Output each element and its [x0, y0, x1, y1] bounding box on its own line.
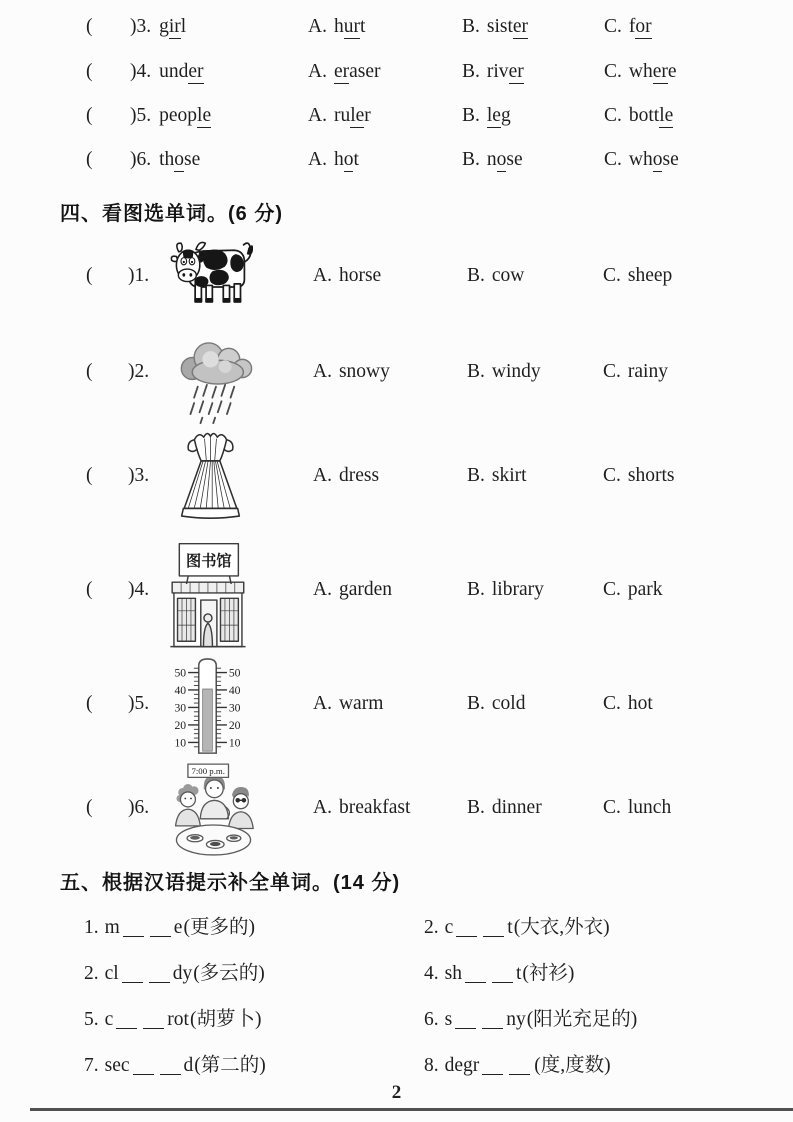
blank-field[interactable] [456, 921, 477, 937]
option-word: warm [338, 693, 384, 714]
svg-text:30: 30 [174, 701, 187, 715]
word-pre: cl [104, 963, 119, 984]
chinese-hint: (更多的) [183, 917, 255, 938]
word-post: d [183, 1055, 194, 1076]
option-word: rainy [627, 361, 668, 382]
answer-paren[interactable]: ( [86, 579, 93, 600]
option-label: C. [603, 693, 621, 714]
word-post: se [662, 149, 679, 170]
option-label: A. [308, 149, 327, 170]
blank-field[interactable] [150, 921, 171, 937]
thermometer-image [167, 656, 248, 757]
word-pre: n [486, 149, 497, 170]
word-underlined: ir [168, 16, 181, 37]
question-number: )5. [130, 105, 152, 126]
dinner-scene-image [165, 762, 262, 858]
fill-item [424, 1003, 637, 1031]
item-number: 4. [424, 963, 439, 984]
dinner-time-label: 7:00 p.m. [191, 765, 225, 776]
word-underlined: o [652, 149, 663, 170]
word-pre: m [104, 917, 120, 938]
option-word: snowy [338, 361, 390, 382]
picture-row [0, 797, 793, 823]
fill-item [424, 911, 610, 939]
fill-item [84, 911, 255, 939]
option-word: library [491, 579, 544, 600]
word-pre: degr [444, 1055, 480, 1076]
item-number: 5. [84, 1009, 99, 1030]
option-b[interactable] [462, 61, 524, 83]
option-c[interactable] [603, 797, 671, 819]
option-b[interactable] [467, 265, 524, 287]
word-post: t [359, 16, 366, 37]
word-pre: g [159, 16, 169, 37]
word-pre: s [444, 1009, 453, 1030]
word-underlined: ur [343, 16, 360, 37]
option-label: C. [604, 16, 622, 37]
blank-field[interactable] [116, 1013, 137, 1029]
answer-paren[interactable]: ( [86, 265, 93, 286]
answer-paren[interactable]: ( [86, 693, 93, 714]
word-pre: sec [104, 1055, 130, 1076]
option-label: A. [308, 105, 327, 126]
option-label: A. [313, 579, 332, 600]
svg-text:10: 10 [228, 736, 241, 750]
word-pre: c [444, 917, 454, 938]
option-word: dinner [491, 797, 542, 818]
blank-field[interactable] [492, 967, 513, 983]
blank-field[interactable] [483, 921, 504, 937]
option-c[interactable] [603, 361, 668, 383]
matching-row [0, 16, 793, 42]
fill-item [84, 1003, 261, 1031]
fill-item [424, 957, 574, 985]
word-pre: c [104, 1009, 114, 1030]
option-b[interactable] [462, 16, 528, 38]
option-word: dress [338, 465, 380, 486]
picture-row [0, 361, 793, 387]
word-post: t [507, 917, 513, 938]
svg-text:20: 20 [228, 718, 241, 732]
option-label: B. [467, 693, 485, 714]
word-post: rot [167, 1009, 189, 1030]
answer-paren[interactable]: ( [86, 465, 93, 486]
question [130, 16, 186, 38]
svg-text:40: 40 [228, 683, 241, 697]
word-pre: sist [486, 16, 513, 37]
option-label: B. [467, 797, 485, 818]
word-underlined: le [486, 105, 501, 126]
chinese-hint: (多云的) [193, 963, 265, 984]
option-word: garden [338, 579, 393, 600]
svg-text:30: 30 [228, 701, 241, 715]
option-a[interactable] [313, 797, 410, 819]
option-c[interactable] [604, 105, 673, 127]
option-a[interactable] [313, 361, 390, 383]
word-underlined: o [343, 149, 354, 170]
picture-row [0, 265, 793, 291]
item-number: 1. [84, 917, 99, 938]
option-label: A. [313, 465, 332, 486]
option-a[interactable] [313, 265, 381, 287]
item-number: 6. [424, 1009, 439, 1030]
blank-field[interactable] [509, 1059, 530, 1075]
blank-field[interactable] [122, 967, 143, 983]
svg-text:50: 50 [174, 666, 187, 680]
blank-field[interactable] [133, 1059, 154, 1075]
option-label: C. [604, 149, 622, 170]
word-post: e [667, 61, 677, 82]
word-post: dy [172, 963, 193, 984]
chinese-hint: (大衣,外衣) [513, 917, 610, 938]
section5-title: 五、根据汉语提示补全单词。(14 分) [60, 872, 401, 894]
picture-row [0, 693, 793, 719]
blank-field[interactable] [482, 1013, 503, 1029]
word-pre: ru [333, 105, 351, 126]
word-pre: peop [159, 105, 198, 126]
word-post: aser [349, 61, 381, 82]
option-word: lunch [627, 797, 672, 818]
word-pre: sh [444, 963, 462, 984]
option-label: A. [313, 797, 332, 818]
chinese-hint: (度,度数) [534, 1055, 611, 1076]
word-underlined: o [174, 149, 185, 170]
question [130, 61, 204, 83]
option-b[interactable] [467, 797, 542, 819]
word-post: se [506, 149, 523, 170]
item-number: 8. [424, 1055, 439, 1076]
question [130, 105, 211, 127]
chinese-hint: (衬衫) [522, 963, 575, 984]
option-a[interactable] [308, 105, 371, 127]
word-pre: f [628, 16, 636, 37]
option-word: cold [491, 693, 526, 714]
option-label: C. [604, 105, 622, 126]
option-word: skirt [491, 465, 527, 486]
word-underlined: le [659, 105, 674, 126]
option-a[interactable] [308, 16, 365, 38]
option-label: A. [313, 361, 332, 382]
fill-item [84, 1049, 266, 1077]
option-label: B. [467, 579, 485, 600]
page-number: 2 [391, 1082, 402, 1103]
option-a[interactable] [308, 61, 381, 83]
answer-paren[interactable]: ( [86, 105, 93, 126]
chinese-hint: (胡萝卜) [189, 1009, 262, 1030]
option-c[interactable] [603, 265, 672, 287]
option-label: B. [462, 61, 480, 82]
option-label: A. [308, 61, 327, 82]
option-label: B. [462, 105, 480, 126]
word-pre: h [333, 149, 344, 170]
word-underlined: o [496, 149, 507, 170]
word-post: l [180, 16, 187, 37]
option-b[interactable] [467, 693, 525, 715]
blank-field[interactable] [465, 967, 486, 983]
option-label: A. [313, 693, 332, 714]
option-word: breakfast [338, 797, 411, 818]
question-number: )3. [128, 465, 150, 486]
word-post: e [173, 917, 183, 938]
blank-field[interactable] [482, 1059, 503, 1075]
option-b[interactable] [462, 105, 511, 127]
option-c[interactable] [604, 16, 652, 38]
option-c[interactable] [604, 149, 679, 171]
section4-title: 四、看图选单词。(6 分) [60, 203, 283, 225]
matching-row [0, 61, 793, 87]
library-image [165, 541, 250, 652]
fill-item [84, 957, 265, 985]
word-underlined: er [508, 61, 524, 82]
dress-image [172, 427, 249, 522]
word-pre: bott [628, 105, 660, 126]
question-number: )5. [128, 693, 150, 714]
blank-field[interactable] [149, 967, 170, 983]
option-label: B. [462, 149, 480, 170]
answer-paren[interactable]: ( [86, 361, 93, 382]
item-number: 2. [424, 917, 439, 938]
option-label: B. [467, 465, 485, 486]
matching-row [0, 149, 793, 175]
answer-paren[interactable]: ( [86, 16, 93, 37]
word-pre: wh [628, 61, 653, 82]
word-underlined: er [333, 61, 350, 82]
blank-field[interactable] [123, 921, 144, 937]
word-post: ny [506, 1009, 526, 1030]
answer-paren[interactable]: ( [86, 149, 93, 170]
word-post: t [515, 963, 522, 984]
word-post: r [364, 105, 371, 126]
option-word: horse [338, 265, 382, 286]
item-number: 7. [84, 1055, 99, 1076]
library-sign-text: 图书馆 [186, 553, 232, 571]
cow-image [167, 238, 253, 311]
option-c[interactable] [604, 61, 677, 83]
word-pre: h [333, 16, 344, 37]
option-word: windy [491, 361, 541, 382]
question-number: )3. [130, 16, 152, 37]
word-pre: riv [486, 61, 509, 82]
option-label: B. [467, 265, 485, 286]
option-label: A. [313, 265, 332, 286]
option-label: B. [462, 16, 480, 37]
option-label: C. [603, 465, 621, 486]
option-b[interactable] [462, 149, 523, 171]
option-c[interactable] [603, 579, 663, 601]
word-underlined: or [635, 16, 652, 37]
matching-row [0, 105, 793, 131]
question-number: )4. [128, 579, 150, 600]
option-b[interactable] [467, 465, 527, 487]
question-number: )1. [128, 265, 150, 286]
item-number: 2. [84, 963, 99, 984]
svg-text:40: 40 [174, 683, 187, 697]
option-c[interactable] [603, 465, 674, 487]
option-label: A. [308, 16, 327, 37]
option-b[interactable] [467, 361, 541, 383]
chinese-hint: (第二的) [194, 1055, 266, 1076]
svg-text:10: 10 [174, 736, 187, 750]
word-pre: wh [628, 149, 653, 170]
bottom-rule [30, 1108, 793, 1111]
fill-item [424, 1049, 611, 1077]
blank-field[interactable] [143, 1013, 164, 1029]
question-number: )6. [130, 149, 152, 170]
word-post: t [353, 149, 359, 170]
option-word: cow [491, 265, 525, 286]
word-post: g [500, 105, 511, 126]
answer-paren[interactable]: ( [86, 61, 93, 82]
option-c[interactable] [603, 693, 653, 715]
answer-paren[interactable]: ( [86, 797, 93, 818]
rain-cloud-image [170, 332, 262, 425]
option-a[interactable] [313, 465, 379, 487]
option-word: park [627, 579, 663, 600]
word-pre: th [159, 149, 175, 170]
blank-field[interactable] [455, 1013, 476, 1029]
word-underlined: er [512, 16, 529, 37]
option-label: C. [604, 61, 622, 82]
word-underlined: le [197, 105, 212, 126]
option-word: hot [627, 693, 653, 714]
question-number: )2. [128, 361, 150, 382]
option-label: C. [603, 265, 621, 286]
word-post: se [184, 149, 201, 170]
option-a[interactable] [308, 149, 359, 171]
question-number: )6. [128, 797, 150, 818]
word-underlined: er [188, 61, 204, 82]
question [130, 149, 200, 171]
svg-text:50: 50 [228, 666, 241, 680]
option-a[interactable] [313, 693, 383, 715]
option-word: sheep [627, 265, 673, 286]
option-word: shorts [627, 465, 675, 486]
picture-row [0, 579, 793, 605]
word-pre: und [159, 61, 189, 82]
svg-text:20: 20 [174, 718, 187, 732]
word-underlined: le [350, 105, 365, 126]
blank-field[interactable] [160, 1059, 181, 1075]
option-label: B. [467, 361, 485, 382]
word-underlined: er [652, 61, 668, 82]
chinese-hint: (阳光充足的) [526, 1009, 638, 1030]
option-b[interactable] [467, 579, 544, 601]
picture-row [0, 465, 793, 491]
option-label: C. [603, 361, 621, 382]
option-label: C. [603, 797, 621, 818]
option-a[interactable] [313, 579, 392, 601]
option-label: C. [603, 579, 621, 600]
question-number: )4. [130, 61, 152, 82]
